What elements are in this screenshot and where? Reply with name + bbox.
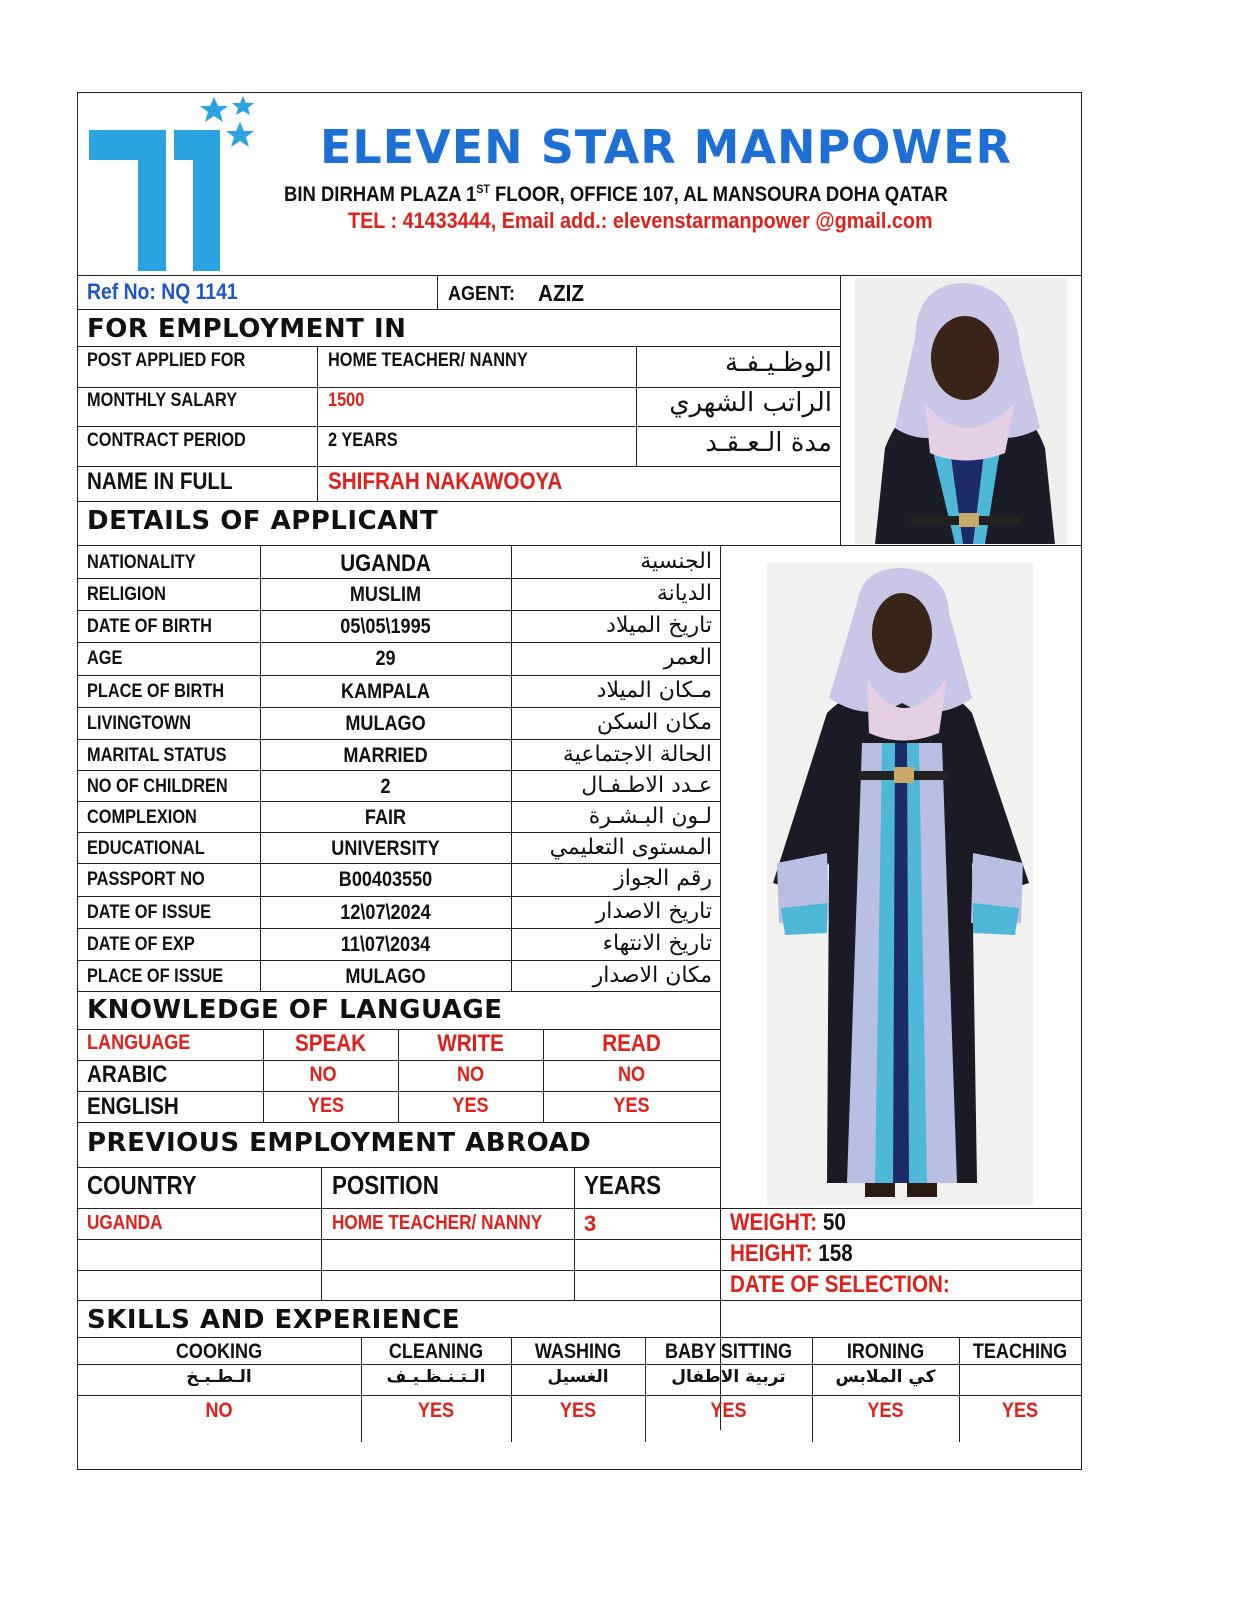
prev-position-value: HOME TEACHER/ NANNY	[332, 1212, 543, 1234]
detail-label: LIVINGTOWN	[87, 713, 192, 734]
section-title-previous: PREVIOUS EMPLOYMENT ABROAD	[87, 1128, 592, 1158]
detail-arabic-label: تاريخ الاصدار	[595, 899, 712, 924]
arabic-write: NO	[456, 1063, 485, 1086]
post-applied-label: POST APPLIED FOR	[87, 350, 246, 371]
applicant-full-length-photo	[767, 563, 1033, 1205]
prev-header-country: COUNTRY	[87, 1170, 197, 1200]
prev-country-value: UGANDA	[87, 1212, 163, 1234]
detail-value: MULAGO	[345, 712, 426, 735]
lang-header-read: READ	[602, 1030, 661, 1057]
detail-value: MUSLIM	[349, 583, 422, 606]
lang-header-speak: SPEAK	[294, 1030, 367, 1057]
detail-label: EDUCATIONAL	[87, 838, 205, 859]
detail-arabic-label: العمر	[663, 645, 712, 670]
prev-header-position: POSITION	[332, 1170, 439, 1200]
detail-arabic-label: مكان السكن	[596, 710, 712, 735]
skill-name: COOKING	[175, 1340, 263, 1363]
detail-arabic-label: الديانة	[656, 581, 712, 606]
salary-label: MONTHLY SALARY	[87, 390, 238, 411]
detail-label: PLACE OF ISSUE	[87, 966, 224, 987]
date-of-selection-label: DATE OF SELECTION:	[730, 1271, 950, 1298]
detail-arabic-label: مـكان الميلاد	[596, 678, 712, 703]
section-title-details: DETAILS OF APPLICANT	[87, 506, 439, 536]
skill-name: TEACHING	[972, 1340, 1068, 1363]
detail-value: 12\07\2024	[340, 901, 431, 924]
salary-arabic: الراتب الشهري	[669, 388, 832, 418]
detail-arabic-label: المستوى التعليمي	[549, 835, 712, 860]
contract-value: 2 YEARS	[328, 430, 398, 451]
skill-value: YES	[1001, 1399, 1039, 1422]
skill-value: NO	[205, 1399, 233, 1422]
lang-row-arabic: ARABIC	[87, 1061, 168, 1088]
detail-arabic-label: رقم الجواز	[614, 866, 712, 891]
prev-header-years: YEARS	[584, 1170, 662, 1200]
detail-arabic-label: تاريخ الانتهاء	[602, 931, 712, 956]
detail-label: NO OF CHILDREN	[87, 776, 228, 797]
detail-value: KAMPALA	[341, 680, 430, 703]
detail-label: MARITAL STATUS	[87, 745, 227, 766]
company-logo	[86, 96, 266, 271]
detail-arabic-label: الجنسية	[640, 549, 712, 574]
skill-name: WASHING	[534, 1340, 622, 1363]
prev-years-value: 3	[584, 1211, 597, 1236]
detail-arabic-label: تاريخ الميلاد	[606, 613, 712, 638]
contract-label: CONTRACT PERIOD	[87, 430, 246, 451]
section-title-skills: SKILLS AND EXPERIENCE	[87, 1305, 461, 1335]
detail-value: 2	[380, 775, 391, 798]
skill-value: YES	[867, 1399, 904, 1422]
detail-value: 29	[375, 647, 396, 670]
detail-arabic-label: عـدد الاطـفـال	[581, 773, 712, 798]
name-in-full-value: SHIFRAH NAKAWOOYA	[328, 468, 563, 495]
detail-value: B00403550	[338, 868, 433, 891]
detail-label: AGE	[87, 648, 123, 669]
skill-name: BABY SITTING	[664, 1340, 793, 1363]
section-title-employment: FOR EMPLOYMENT IN	[87, 314, 407, 344]
applicant-portrait-photo	[855, 278, 1067, 544]
name-in-full-label: NAME IN FULL	[87, 468, 233, 495]
detail-arabic-label: مكان الاصدار	[592, 963, 712, 988]
detail-value: 05\05\1995	[340, 615, 431, 638]
height-field: HEIGHT: 158	[730, 1240, 853, 1267]
detail-value: UGANDA	[340, 550, 431, 577]
section-title-language: KNOWLEDGE OF LANGUAGE	[87, 995, 503, 1025]
skill-value: YES	[417, 1399, 455, 1422]
skill-arabic-name: الغسيل	[547, 1367, 609, 1387]
detail-label: DATE OF EXP	[87, 934, 195, 955]
detail-value: MULAGO	[345, 965, 426, 988]
skill-name: CLEANING	[388, 1340, 484, 1363]
salary-value: 1500	[328, 390, 365, 411]
detail-value: FAIR	[364, 806, 407, 829]
detail-label: PASSPORT NO	[87, 869, 205, 890]
ref-number: Ref No: NQ 1141	[87, 279, 238, 304]
lang-row-english: ENGLISH	[87, 1093, 179, 1120]
detail-label: PLACE OF BIRTH	[87, 681, 225, 702]
lang-header-write: WRITE	[437, 1030, 504, 1057]
company-address: BIN DIRHAM PLAZA 1ST FLOOR, OFFICE 107, AL MANSOURA DOHA QATAR	[284, 182, 948, 206]
skill-arabic-name: تربية الاطفال	[671, 1367, 786, 1387]
post-applied-value: HOME TEACHER/ NANNY	[328, 350, 528, 371]
agent-value: AZIZ	[538, 280, 584, 306]
contract-arabic: مدة الـعـقـد	[705, 428, 832, 458]
english-speak: YES	[307, 1094, 345, 1117]
arabic-speak: NO	[309, 1063, 337, 1086]
detail-arabic-label: لـون البـشـرة	[588, 804, 712, 829]
arabic-read: NO	[617, 1063, 646, 1086]
post-applied-arabic: الوظـيـفـة	[724, 348, 832, 378]
detail-label: DATE OF ISSUE	[87, 902, 212, 923]
detail-label: NATIONALITY	[87, 552, 196, 573]
english-read: YES	[613, 1094, 650, 1117]
lang-header-language: LANGUAGE	[87, 1031, 191, 1054]
skill-arabic-name: الـتـنـظـيـف	[386, 1367, 486, 1387]
weight-field: WEIGHT: 50	[730, 1209, 846, 1236]
english-write: YES	[452, 1094, 489, 1117]
skill-name: IRONING	[846, 1340, 925, 1363]
company-contact: TEL : 41433444, Email add.: elevenstarmanpower @gmail.com	[348, 208, 933, 233]
skill-arabic-name: الـطـبـخ	[186, 1367, 252, 1387]
detail-label: DATE OF BIRTH	[87, 616, 212, 637]
skill-arabic-name: كي الملابس	[835, 1367, 936, 1387]
skill-value: YES	[559, 1399, 597, 1422]
detail-label: COMPLEXION	[87, 807, 197, 828]
skill-value: YES	[710, 1399, 747, 1422]
detail-value: 11\07\2034	[340, 933, 431, 956]
detail-arabic-label: الحالة الاجتماعية	[562, 742, 712, 767]
agent-label: AGENT:	[448, 283, 516, 305]
company-name: ELEVEN STAR MANPOWER	[320, 120, 1012, 174]
detail-value: UNIVERSITY	[331, 837, 440, 860]
detail-label: RELIGION	[87, 584, 166, 605]
detail-value: MARRIED	[343, 744, 428, 767]
